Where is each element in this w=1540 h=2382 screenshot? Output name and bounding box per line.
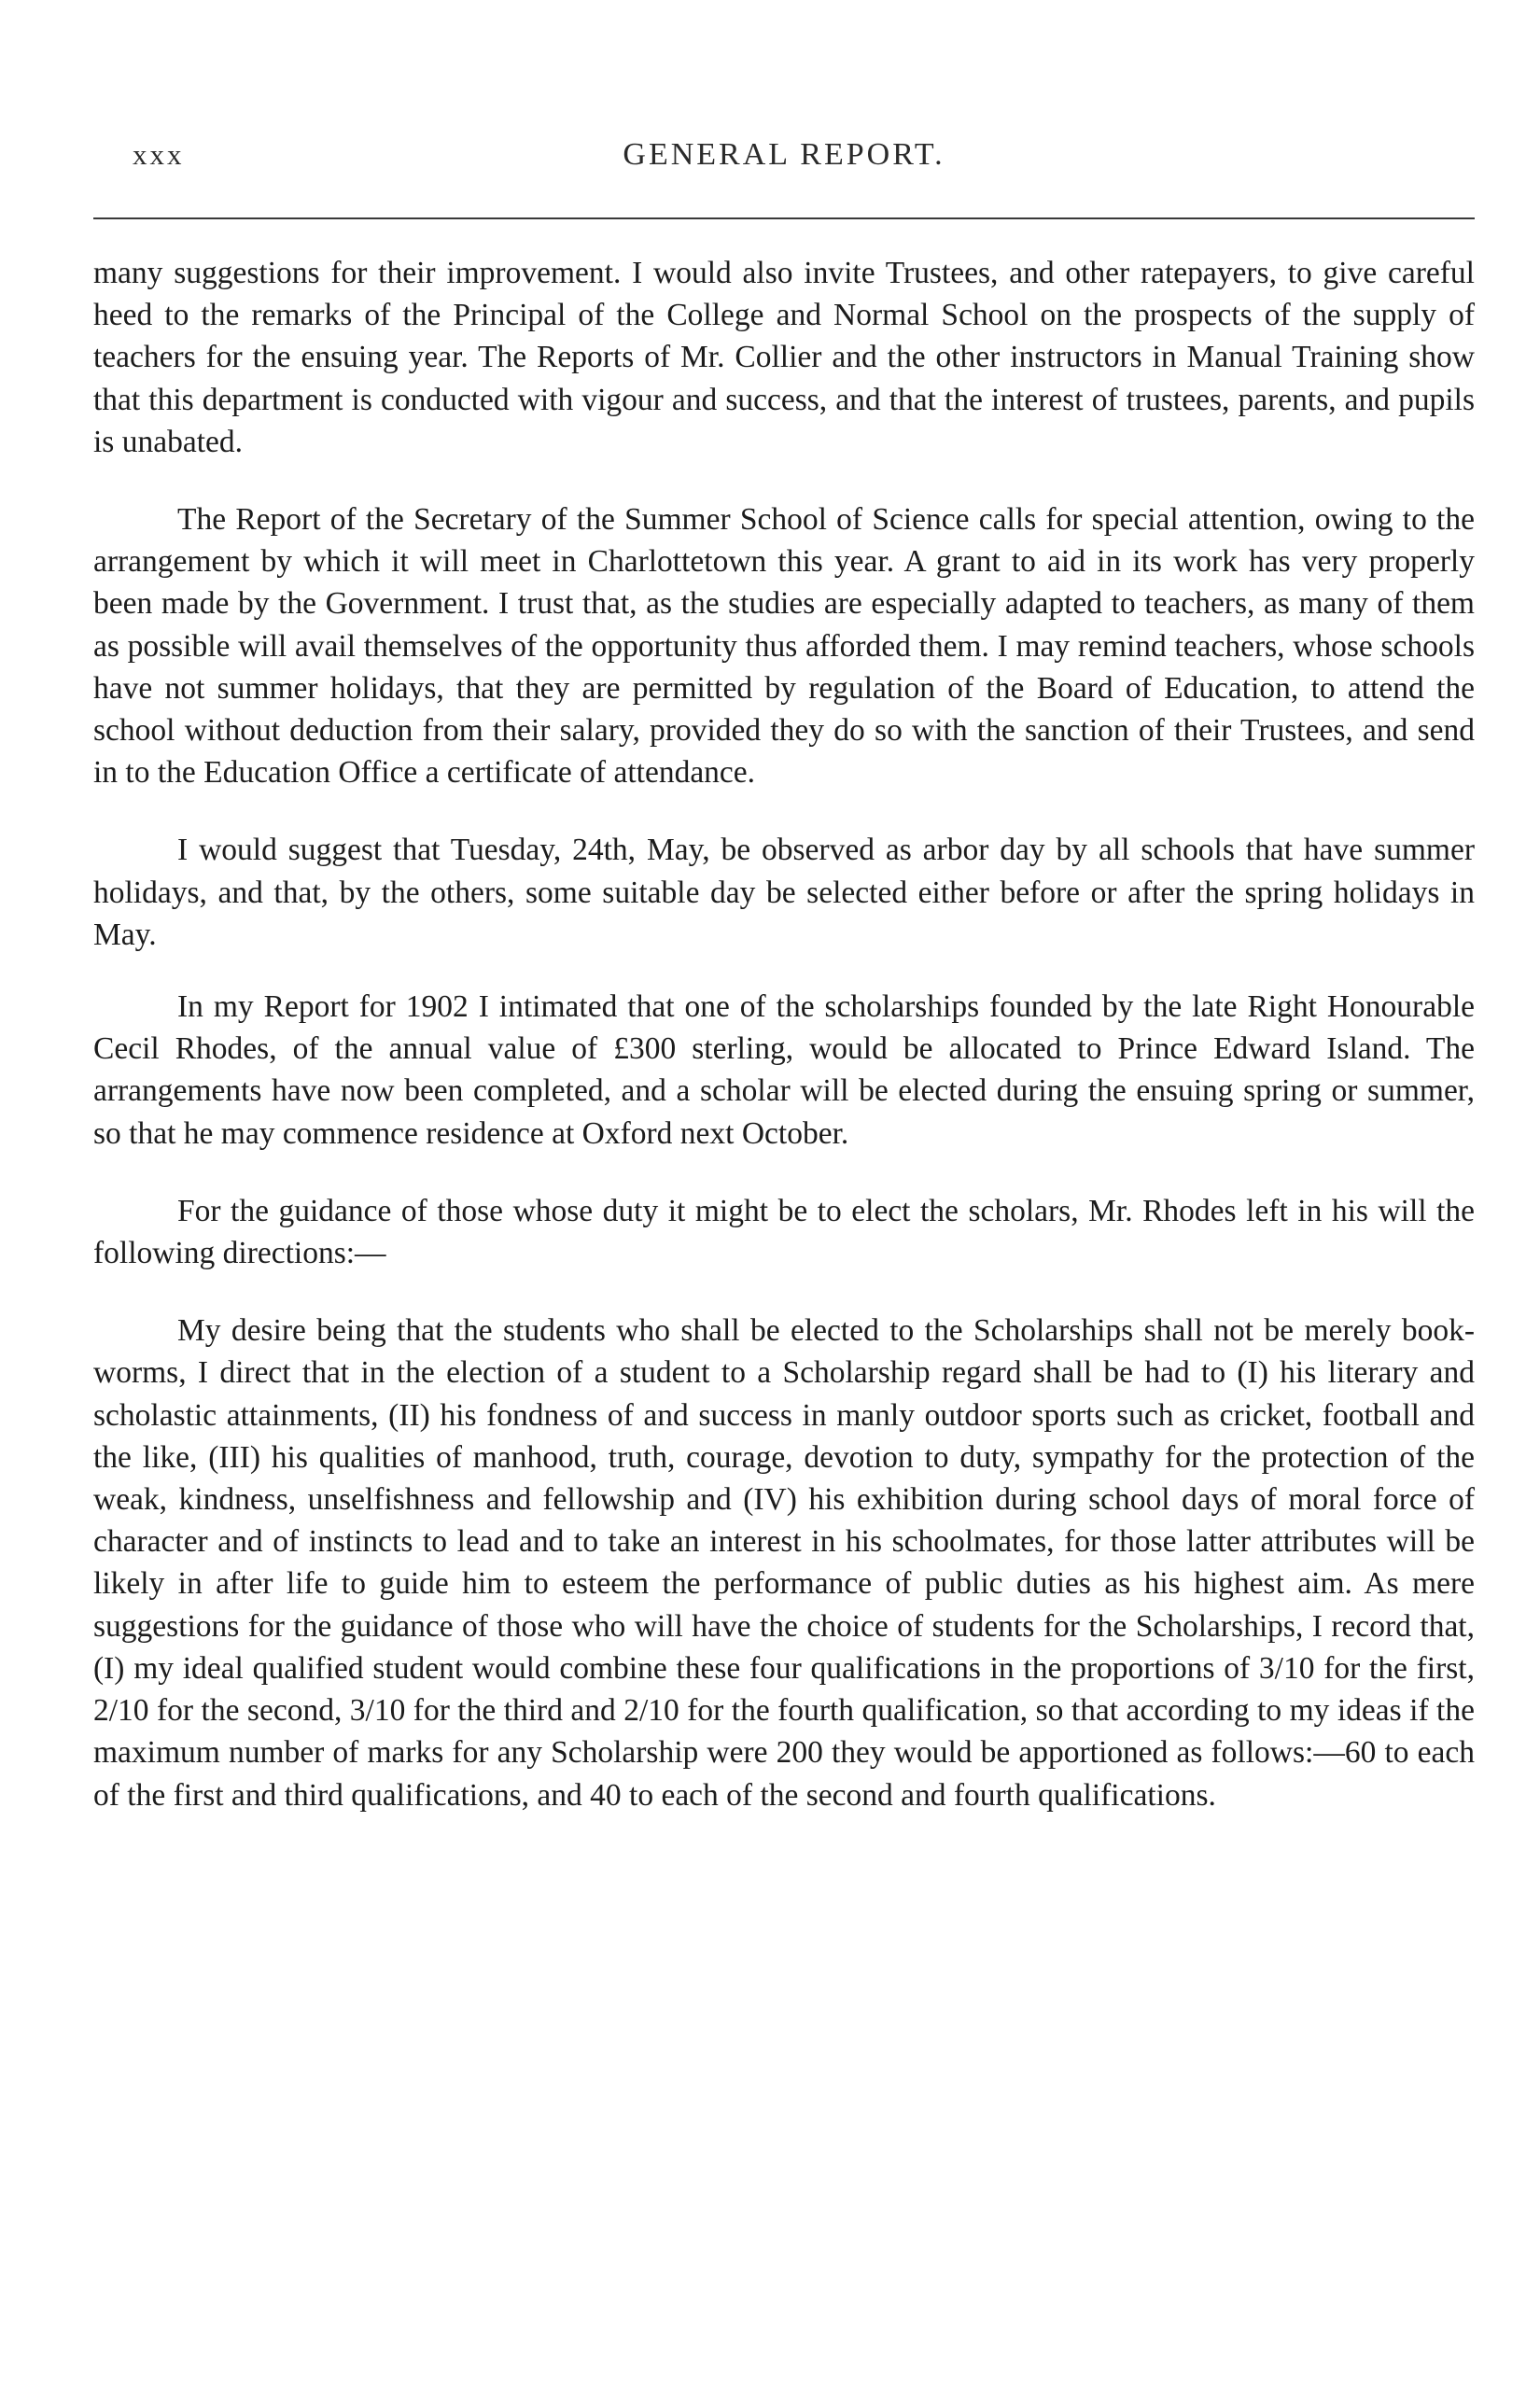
paragraph-summer-school: The Report of the Secretary of the Summer School of Science calls for special attention, owing to the arrangement by which it will meet in Charlottetown this year. A grant to aid in its work has very properly been made by the Government. I trust that, as the studies are especially adapted to teachers, as many of them as possible will avail themselves of the opportunity thus afforded them. I may remind teachers, whose schools have not summer holidays, that they are permitted by regulation of the Board of Education, to attend the school without deduction from their salary, provided they do so with the sanction of their Trustees, and send in to the Education Office a certificate of attendance. bbox=[93, 502, 1475, 791]
paragraph-continuation: many suggestions for their improvement. I would also invite Trustees, and other ratepayers, to give careful heed to the remarks of the Principal of the College and Normal School on the prospects of the supply of teachers for the ensuing year. The Reports of Mr. Collier and the other instructors in Manual Training show that this department is conducted with vigour and success, and that the interest of trustees, parents, and pupils is unabated. bbox=[93, 256, 1475, 459]
running-head bbox=[93, 131, 1475, 179]
paragraph-rhodes-scholarship: In my Report for 1902 I intimated that one of the scholarships founded by the late Right Honourable Cecil Rhodes, of the annual value of £300 sterling, would be allocated to Prince Edward Island. The arrangements have now been completed, and a scholar will be elected during the ensuing spring or summer, so that he may commence residence at Oxford next October. bbox=[93, 989, 1475, 1151]
header-rule bbox=[93, 217, 1475, 219]
page-number: xxx bbox=[133, 138, 185, 171]
paragraph-arbor-day: I would suggest that Tuesday, 24th, May, be observed as arbor day by all schools that have summer holidays, and that, by the others, some suitable day be selected either before or after the spring holidays in May. bbox=[93, 833, 1475, 952]
body-text bbox=[93, 252, 1475, 1816]
paragraph-guidance: For the guidance of those whose duty it might be to elect the scholars, Mr. Rhodes left in his will the following directions:— bbox=[93, 1193, 1475, 1271]
paragraph-rhodes-will-quote: My desire being that the students who shall be elected to the Scholarships shall not be merely book-worms, I direct that in the election of a student to a Scholarship regard shall be had to (I) his literary and scholastic attainments, (II) his fondness of and success in manly outdoor sports such as cricket, football and the like, (III) his qualities of manhood, truth, courage, devotion to duty, sympathy for the protection of the weak, kindness, unselfishness and fellowship and (IV) his exhibition during school days of moral force of character and of instincts to lead and to take an interest in his schoolmates, for those latter attributes will be likely in after life to guide him to esteem the performance of public duties as his highest aim. As mere suggestions for the guidance of those who will have the choice of students for the Scholarships, I record that, (I) my ideal qualified student would combine these four qualifications in the proportions of 3/10 for the first, 2/10 for the second, 3/10 for the third and 2/10 for the fourth qualification, so that according to my ideas if the maximum number of marks for any Scholarship were 200 they would be apportioned as follows:—60 to each of the first and third qualifications, and 40 to each of the second and fourth qualifications. bbox=[93, 1313, 1475, 1813]
header-title: GENERAL REPORT. bbox=[623, 137, 945, 172]
